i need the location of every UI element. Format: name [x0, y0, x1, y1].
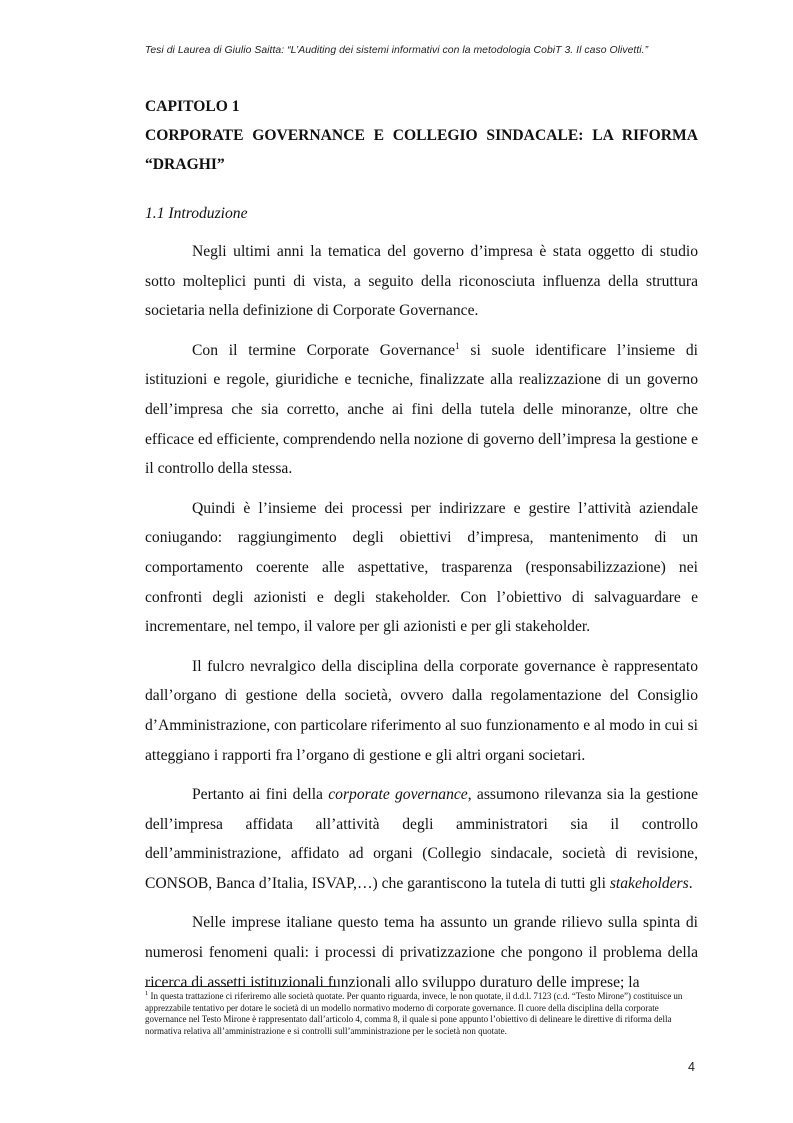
- paragraph-5-italic-end: stakeholders: [609, 874, 689, 892]
- paragraph-2-text-start: Con il termine Corporate Governance: [192, 341, 456, 359]
- paragraph-2-text-end: si suole identificare l’insieme di istituzioni e regole, giuridiche e tecniche, finalizzate alla realizzazione di un governo dell’impresa che sia corretto, anche ai fini della tutela delle minoranze, oltre che efficace ed efficiente, comprendendo nella nozione di governo dell’impresa la gestione e il controllo della stessa.: [145, 341, 698, 478]
- paragraph-5-text-middle: , assumono rilevanza sia la gestione dell’impresa affidata all’attività degli amministratori sia il controllo dell’amministrazione, affidato ad organi (Collegio sindacale, società di revisione, CONSOB, Banca d’Italia, ISVAP,…) che garantiscono la tutela di tutti gli: [145, 786, 698, 892]
- paragraph-4: Il fulcro nevralgico della disciplina della corporate governance è rappresentato dall’organo di gestione della società, ovvero dalla regolamentazione del Consiglio d’Amministrazione, con particolare riferimento al suo funzionamento e al modo in cui si atteggiano i rapporti fra l’organo di gestione e gli altri organi societari.: [145, 657, 698, 764]
- paragraph-1: Negli ultimi anni la tematica del governo d’impresa è stata oggetto di studio sotto molteplici punti di vista, a seguito della riconosciuta influenza della struttura societaria nella definizione di Corporate Governance.: [145, 243, 698, 320]
- paragraph-3: Quindi è l’insieme dei processi per indirizzare e gestire l’attività aziendale coniugando: raggiungimento degli obiettivi d’impresa, mantenimento di un comportamento coerente alle aspettative, trasparenza (responsabilizzazione) nei confronti degli azionisti e degli stakeholder. Con l’obiettivo di salvaguardare e incrementare, nel tempo, il valore per gli azionisti e per gli stakeholder.: [145, 499, 698, 636]
- paragraph-5: [145, 780, 698, 898]
- paragraph-2: [145, 336, 698, 484]
- chapter-label: CAPITOLO 1: [145, 98, 240, 115]
- paragraph-6: Nelle imprese italiane questo tema ha assunto un grande rilievo sulla spinta di numerosi fenomeni quali: i processi di privatizzazione che pongono il problema della ricerca di assetti istituzionali funzionali allo sviluppo duraturo delle imprese; la: [145, 914, 698, 991]
- paragraph-5-period: .: [688, 874, 693, 892]
- footnote-text: In questa trattazione ci riferiremo alle società quotate. Per quanto riguarda, invece, le non quotate, il d.d.l. 7123 (c.d. “Testo Mirone”) costituisce un apprezzabile tentativo per dotare le società di un modello normativo moderno di corporate governance. Il cuore della disciplina della corporate governance nel Testo Mirone è rappresentato dall’articolo 4, comma 8, il quale si pone appunto l’obiettivo di delineare le direttive di riforma della normativa relativa all’amministrazione e si controlli sull’amministrazione per le società non quotate.: [145, 991, 683, 1036]
- footnote-marker: 1: [145, 990, 149, 997]
- footnote-divider: [145, 986, 336, 987]
- paragraph-5-text-start: Pertanto ai fini della: [192, 786, 329, 804]
- section-heading: 1.1 Introduzione: [145, 205, 248, 222]
- running-header: Tesi di Laurea di Giulio Saitta: “L’Auditing dei sistemi informativi con la metodologia CobiT 3. Il caso Olivetti.”: [144, 45, 649, 56]
- footnote-reference[interactable]: 1: [455, 340, 460, 351]
- page-number: 4: [688, 1060, 695, 1074]
- paragraph-5-italic-term: corporate governance: [328, 786, 468, 804]
- page-body: [145, 92, 698, 997]
- footnote: [145, 991, 698, 1037]
- chapter-title: CORPORATE GOVERNANCE E COLLEGIO SINDACALE: LA RIFORMA “DRAGHI”: [145, 127, 698, 173]
